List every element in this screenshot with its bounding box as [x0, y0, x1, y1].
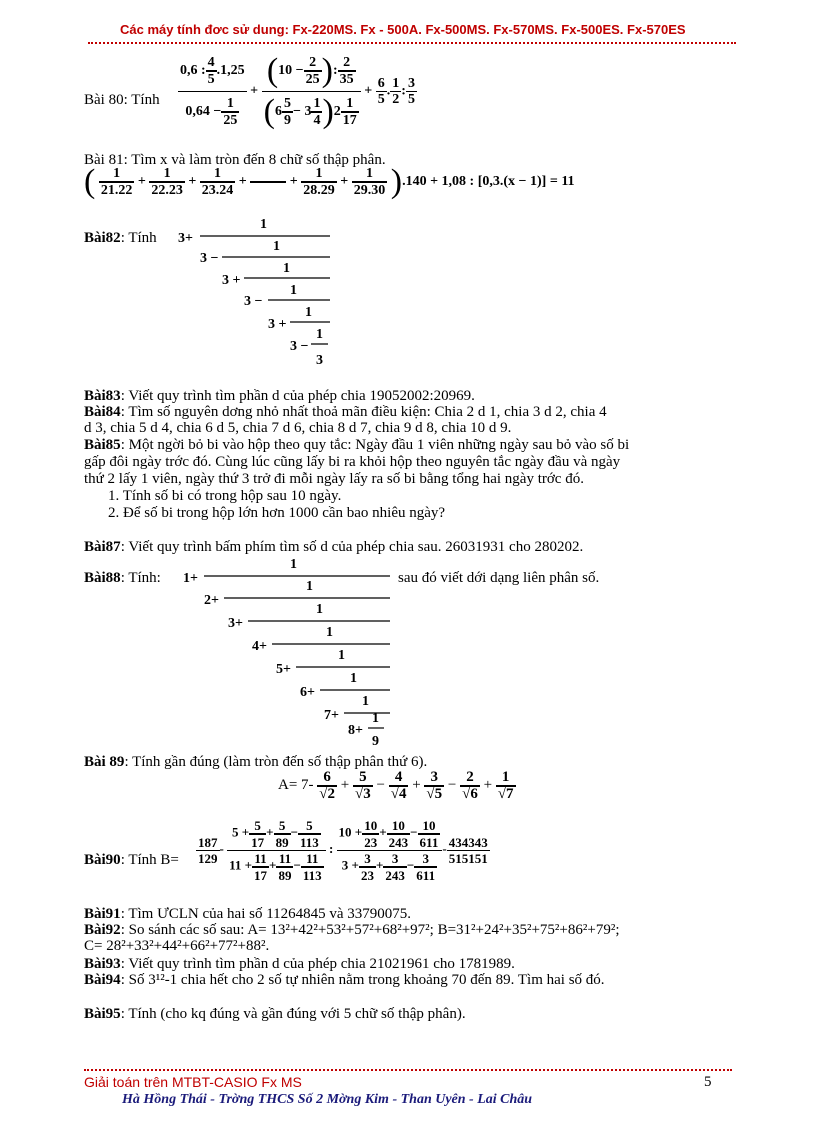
cf82-one: 1 [290, 283, 297, 298]
cf88-one: 1 [306, 579, 313, 594]
cf88-one: 1 [338, 648, 345, 663]
cf88-one: 1 [290, 557, 297, 572]
cf82-term: 3 − [200, 251, 219, 266]
problem-82-continued-fraction [170, 212, 340, 372]
problem-89-label: Bài 89: Tính gần đúng (làm tròn đến số thập phân thứ 6). [84, 754, 428, 770]
cf88-one: 1 [350, 671, 357, 686]
problem-82-label: Bài82: Tính [84, 230, 157, 246]
cf82-one: 1 [273, 239, 280, 254]
cf88-one: 1 [372, 711, 379, 726]
cf88-term: 4+ [252, 639, 267, 654]
problem-88-label: Bài88: Tính: [84, 570, 161, 586]
problem-87: Bài87: Viết quy trình bấm phím tìm số d của phép chia sau. 26031931 cho 280202. [84, 539, 584, 555]
header-divider [88, 42, 736, 44]
problem-84: Bài84: Tìm số nguyên dơng nhỏ nhất thoả mãn điều kiện: Chia 2 d 1, chia 3 d 2, chia 4 [84, 404, 607, 420]
cf82-term: 3 − [290, 339, 309, 354]
problem-93: Bài93: Viết quy trình tìm phần d của phép chia 21021961 cho 1781989. [84, 956, 515, 972]
cf88-term: 2+ [204, 593, 219, 608]
problem-85-line2: gấp đôi ngày trớc đó. Cùng lúc cũng lấy bi ra khỏi hộp theo nguyên tắc ngày đầu và ngày [84, 454, 621, 470]
problem-85-item1: 1. Tính số bi có trong hộp sau 10 ngày. [108, 488, 342, 504]
problem-91: Bài91: Tìm ƯCLN của hai số 11264845 và 33790075. [84, 906, 412, 922]
cf88-term: 1+ [183, 571, 198, 586]
problem-92: Bài92: So sánh các số sau: A= 13²+42²+53²+57²+68²+97²; B=31²+24²+35²+75²+86²+79²; [84, 922, 620, 938]
cf88-one: 1 [362, 694, 369, 709]
problem-85-item2: 2. Để số bi trong hộp lớn hơn 1000 cần bao nhiêu ngày? [108, 505, 446, 521]
cf82-one: 1 [316, 327, 323, 342]
page-header-title: Các máy tính đơc sử dung: Fx-220MS. Fx - 500A. Fx-500MS. Fx-570MS. Fx-500ES. Fx-570ES [120, 22, 686, 37]
cf82-one: 1 [260, 217, 267, 232]
cf88-term: 5+ [276, 662, 291, 677]
problem-85: Bài85: Một ngời bỏ bi vào hộp theo quy tắc: Ngày đầu 1 viên những ngày sau bỏ vào số bi [84, 437, 630, 453]
cf88-one: 1 [316, 602, 323, 617]
cf88-one: 1 [326, 625, 333, 640]
cf82-last: 3 [316, 353, 323, 368]
problem-94: Bài94: Số 3¹²-1 chia hết cho 2 số tự nhiên nằm trong khoảng 70 đến 89. Tìm hai số đó. [84, 972, 605, 988]
problem-89-formula: A= 7- $\frac{6}{√2}$ + $\frac{5}{√3}$ − $\frac{4}{√4}$ + $\frac{3}{√5}$ − $\frac{2}{√6}$ + $\frac{1}{√7}$ [278, 769, 514, 802]
problem-90-label: Bài90: Tính B= [84, 852, 179, 868]
cf88-last: 9 [372, 734, 379, 749]
cf88-term: 7+ [324, 708, 339, 723]
cf88-term: 8+ [348, 723, 363, 738]
cf82-one: 1 [305, 305, 312, 320]
problem-88-continued-fraction [178, 552, 398, 752]
problem-80-label: Bài 80: Tính [84, 92, 160, 108]
footer-author: Hà Hồng Thái - Trờng THCS Số 2 Mờng Kim - Than Uyên - Lai Châu [122, 1092, 533, 1107]
problem-81-formula: ( $\frac{1}{21.22}$ + $\frac{1}{22.23}$ + $\frac{1}{23.24}$ + + $\frac{1}{28.29}$ + $\frac{1}{29.30}$ ).140 + 1,08 : [0,3.(x − 1)] = 11 [84, 162, 575, 200]
page-number: 5 [704, 1074, 712, 1090]
cf82-term: 3 − [244, 294, 263, 309]
problem-92-line2: C= 28²+33²+44²+66²+77²+88². [84, 938, 270, 954]
problem-80-formula: 0,6 : $\frac{4}{5}$ .1,25 0,64 − $\frac{1}{25}$ + (10 − $\frac{2}{25}$ ): $\frac{2}{35}$ (6 $\frac{5}{9}$ − 3 $\frac{1}{4}$ )2 $\frac{1}{17}$ + $\frac{6}{5}$ . $\frac{1}{2}$ : $\frac{3}{5}$ [180, 51, 415, 130]
problem-95: Bài95: Tính (cho kq đúng và gần đúng với 5 chữ số thập phân). [84, 1006, 466, 1022]
problem-88-after: sau đó viết dới dạng liên phân số. [398, 570, 600, 586]
problem-83: Bài83: Viết quy trình tìm phần d của phép chia 19052002:20969. [84, 388, 475, 404]
problem-84-line2: d 3, chia 5 d 4, chia 6 d 5, chia 7 d 6, chia 8 d 7, chia 9 d 8, chia 10 d 9. [84, 420, 512, 436]
cf82-term: 3 + [268, 317, 287, 332]
cf82-term: 3+ [178, 231, 193, 246]
problem-85-line3: thứ 2 lấy 1 viên, ngày thứ 3 trở đi mỗi ngày lấy ra số bi bằng tổng hai ngày trớc đó. [84, 471, 584, 487]
problem-81-label: Bài 81: Tìm x và làm tròn đến 8 chữ số thập phân. [84, 152, 386, 168]
cf88-term: 6+ [300, 685, 315, 700]
cf82-one: 1 [283, 261, 290, 276]
cf82-term: 3 + [222, 273, 241, 288]
footer-left-text: Giải toán trên MTBT-CASIO Fx MS [84, 1074, 302, 1090]
footer-divider [84, 1069, 732, 1071]
problem-90-formula: $\frac{187}{129}$ - 5 + $\frac{5}{17}$ + $\frac{5}{89}$ − $\frac{5}{113}$ 11 + $\frac{11}{17}$ + $\frac{11}{89}$ − $\frac{11}{113}$ : 10 + $\frac{10}{23}$ + $\frac{10}{243}$ − $\frac{10}{611}$ 3 + $\frac{3}{23}$ + $\frac{3}{243}$ − $\frac{3}{611}$ - $\frac{434343}{515151}$ [198, 818, 488, 883]
cf88-term: 3+ [228, 616, 243, 631]
